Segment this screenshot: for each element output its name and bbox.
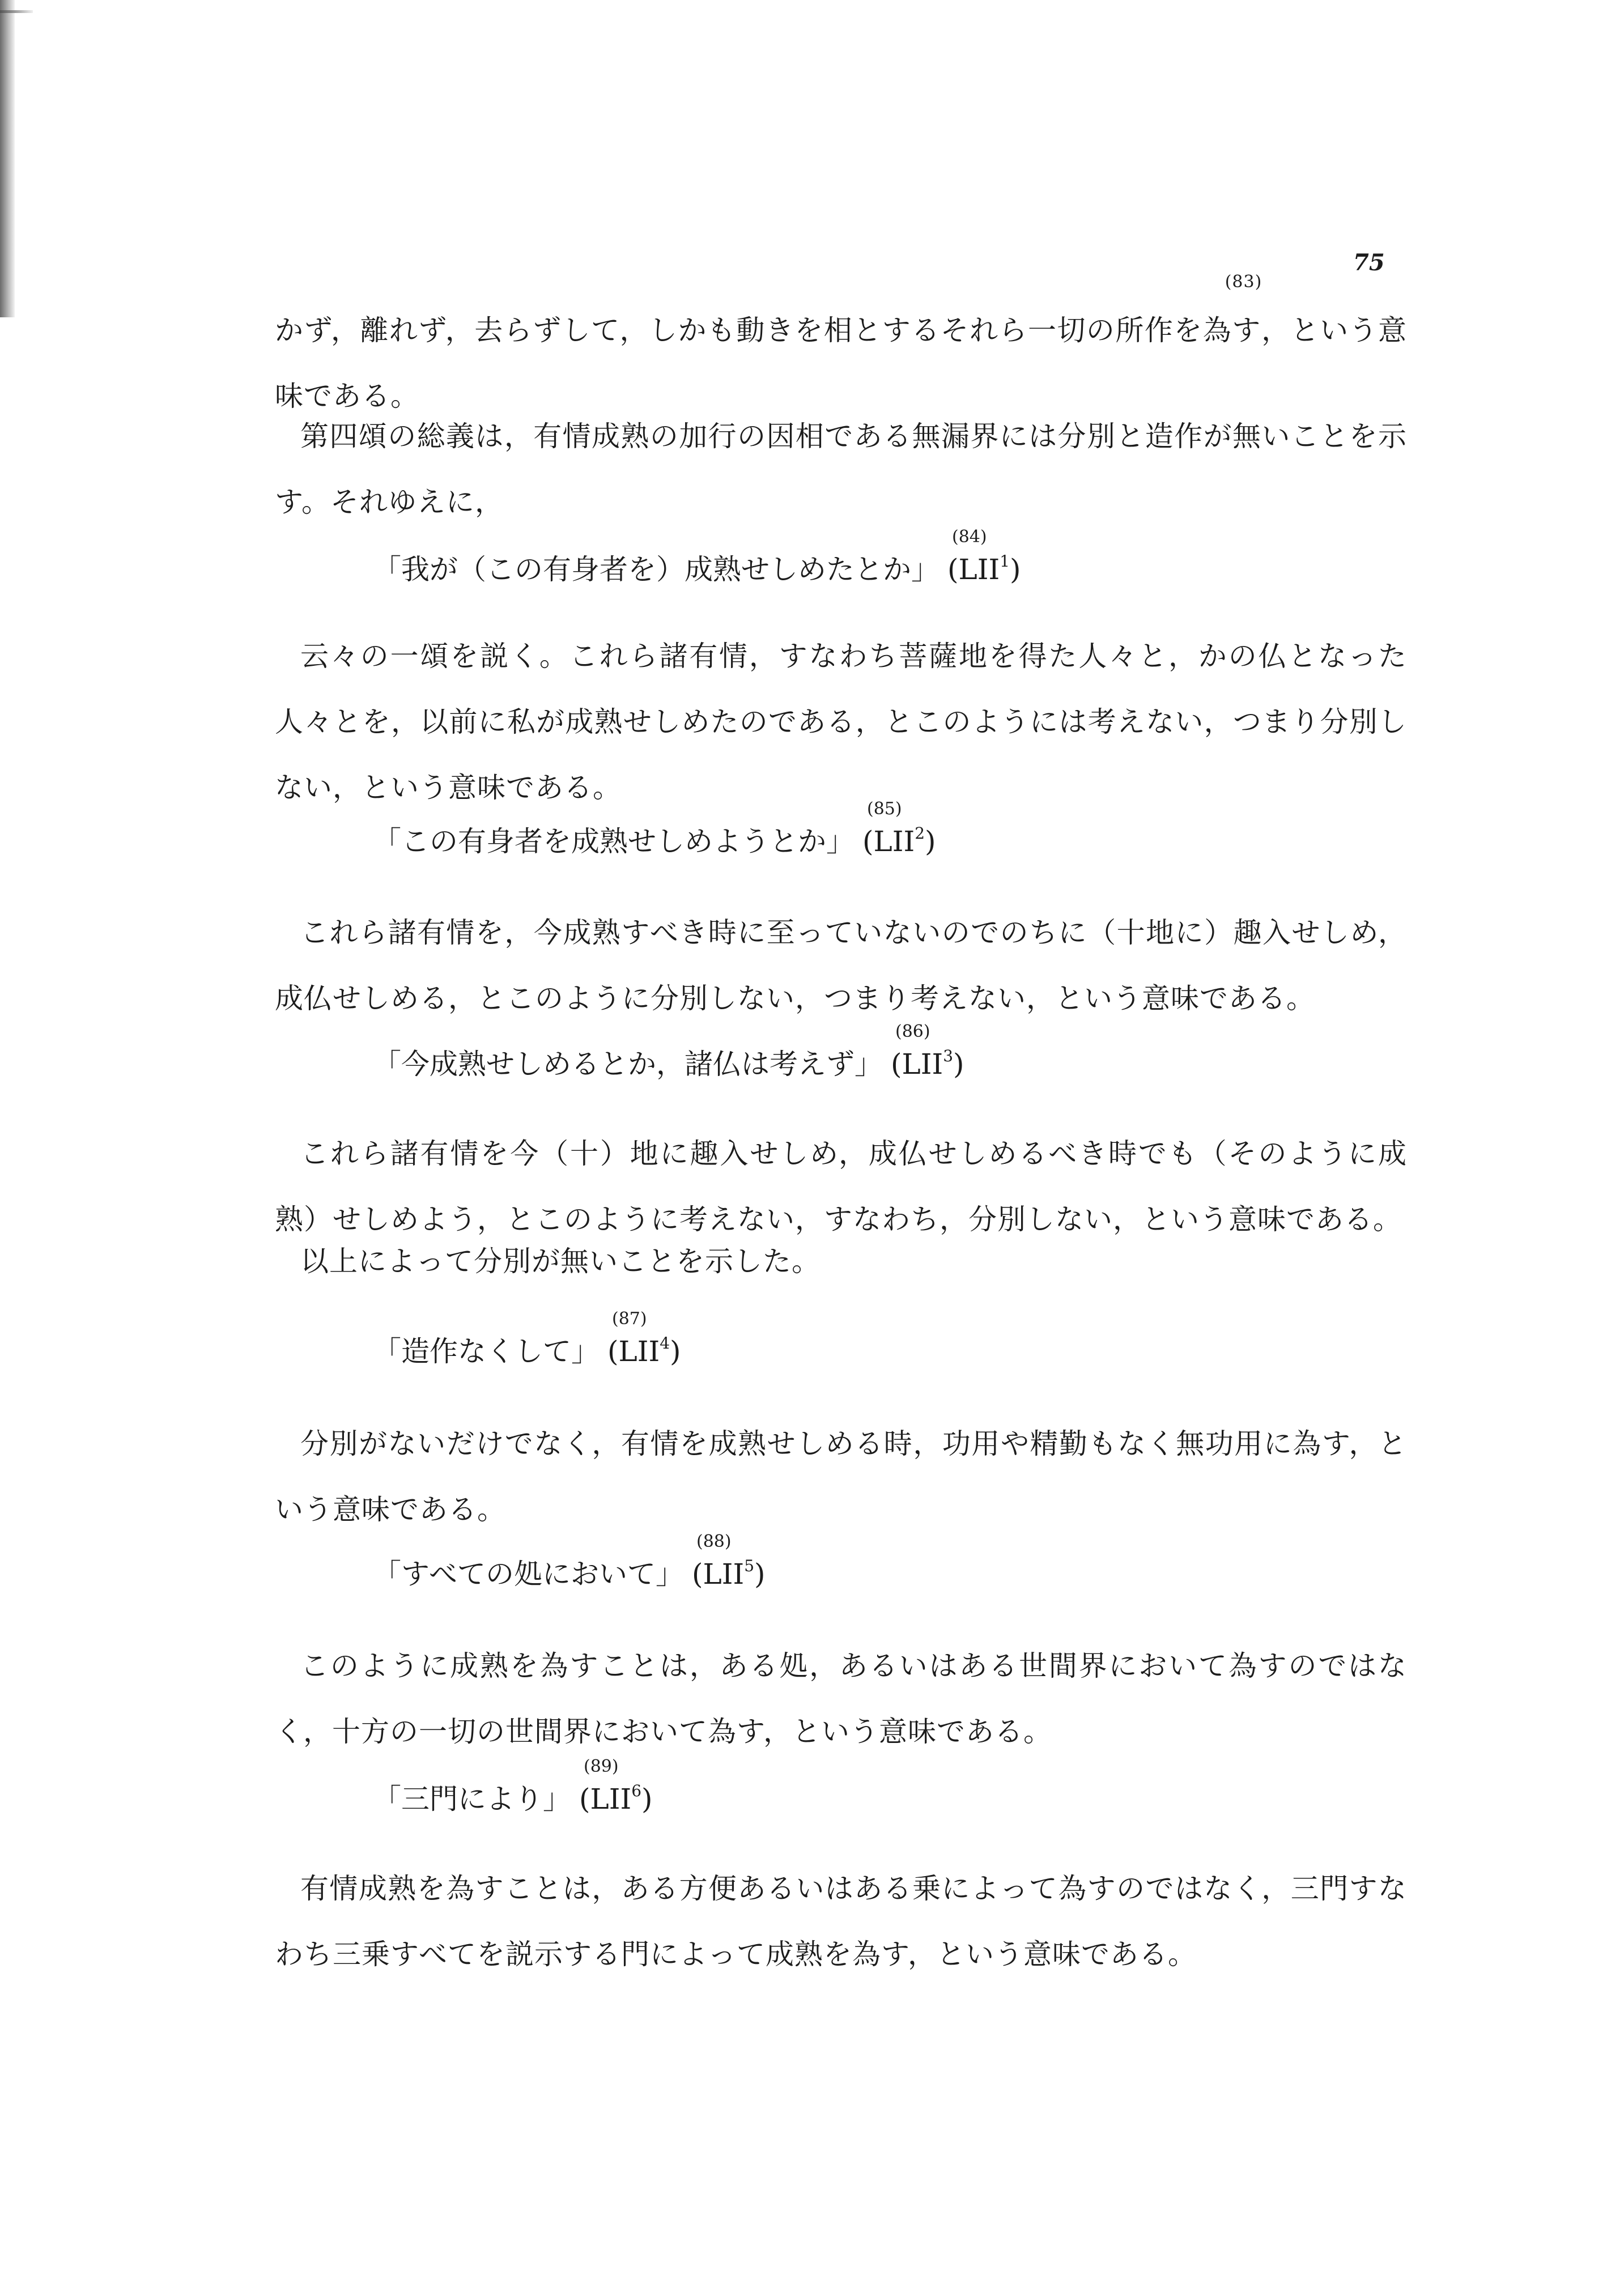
paragraph-9: 有情成熟を為すことは，ある方便あるいはある乗によって為すのではなく，三門すなわち三乗すべてを説示する門によって成熟を為す，という意味である。	[275, 1872, 1407, 1971]
quote-87-ref	[607, 1309, 681, 1368]
quote-86	[373, 1022, 964, 1081]
quote-86-ref-close: )	[953, 1048, 964, 1081]
quote-88-ref-close: )	[754, 1558, 766, 1591]
quote-85	[373, 799, 936, 858]
quote-86-ref-open: (LII	[891, 1048, 943, 1081]
paragraph-3: 云々の一頌を説く。これら諸有情，すなわち菩薩地を得た人々と，かの仏となった人々とを，以前に私が成熟せしめたのである，とこのようには考えない，つまり分別しない，という意味である。	[275, 640, 1407, 804]
quote-89-ref-close: )	[641, 1783, 653, 1815]
quote-88	[373, 1532, 766, 1591]
quote-89-ref-sup: 6	[631, 1781, 642, 1800]
scan-corner-mark	[0, 10, 33, 13]
footnote-86-label: (86)	[895, 1022, 930, 1041]
quote-88-text: 「すべての処において」	[373, 1558, 684, 1591]
paragraph-4: これら諸有情を，今成熟すべき時に至っていないのでのちに（十地に）趣入せしめ，成仏せしめる，とこのように分別しない，つまり考えない，という意味である。	[275, 916, 1407, 1015]
quote-87-ref-open: (LII	[607, 1335, 660, 1368]
paragraph-6: 以上によって分別が無いことを示した。	[300, 1245, 820, 1278]
quote-86-ref	[891, 1022, 964, 1081]
paragraph-5: これら諸有情を今（十）地に趣入せしめ，成仏せしめるべき時でも（そのように成熟）せしめよう，とこのように考えない，すなわち，分別しない，という意味である。	[275, 1137, 1407, 1236]
quote-87-ref-close: )	[670, 1335, 681, 1368]
quote-88-ref-sup: 5	[744, 1557, 755, 1575]
quote-88-ref-open: (LII	[692, 1558, 745, 1591]
quote-85-text: 「この有身者を成熟せしめようとか」	[373, 825, 854, 858]
quote-86-text: 「今成熟せしめるとか，諸仏は考えず」	[373, 1048, 883, 1081]
page-number: 75	[1353, 249, 1385, 276]
quote-84-ref-close: )	[1010, 553, 1021, 586]
quote-87	[373, 1309, 681, 1368]
quote-88-ref	[692, 1532, 766, 1591]
quote-89-text: 「三門により」	[373, 1783, 571, 1815]
quote-84-ref	[947, 527, 1021, 586]
footnote-85-label: (85)	[867, 799, 902, 819]
quote-87-text: 「造作なくして」	[373, 1335, 600, 1368]
quote-84-text: 「我が（この有身者を）成熟せしめたとか」	[373, 553, 939, 586]
footnote-84-label: (84)	[952, 527, 987, 547]
quote-89-ref-open: (LII	[579, 1783, 632, 1815]
quote-85-ref-close: )	[925, 825, 936, 858]
quote-84-ref-open: (LII	[947, 553, 1000, 586]
paragraph-2: 第四頌の総義は，有情成熟の加行の因相である無漏界には分別と造作が無いことを示す。それゆえに，	[275, 420, 1407, 518]
footnote-87-label: (87)	[612, 1309, 647, 1329]
quote-89	[373, 1757, 653, 1816]
quote-85-ref-open: (LII	[862, 825, 915, 858]
quote-87-ref-sup: 4	[660, 1334, 670, 1353]
paragraph-8: このように成熟を為すことは，ある処，あるいはある世間界において為すのではなく，十方の一切の世間界において為す，という意味である。	[275, 1649, 1407, 1748]
quote-85-ref-sup: 2	[915, 824, 925, 843]
paragraph-1-text-a: かず，離れず，去らずして，しかも動きを相とするそれら一切の所作を為す	[275, 314, 1261, 347]
scan-edge-shadow	[0, 0, 15, 317]
quote-84	[373, 527, 1021, 586]
footnote-83-label: (83)	[1225, 272, 1262, 292]
footnote-88-label: (88)	[696, 1532, 732, 1551]
paragraph-7: 分別がないだけでなく，有情を成熟せしめる時，功用や精勤もなく無功用に為す，という意味である。	[275, 1427, 1407, 1526]
paragraph-1-text-b: ，という意味である。	[275, 314, 1408, 413]
quote-86-ref-sup: 3	[943, 1047, 954, 1065]
quote-85-ref	[862, 799, 936, 858]
quote-89-ref	[579, 1757, 653, 1815]
footnote-89-label: (89)	[584, 1757, 619, 1776]
quote-84-ref-sup: 1	[1000, 552, 1010, 571]
